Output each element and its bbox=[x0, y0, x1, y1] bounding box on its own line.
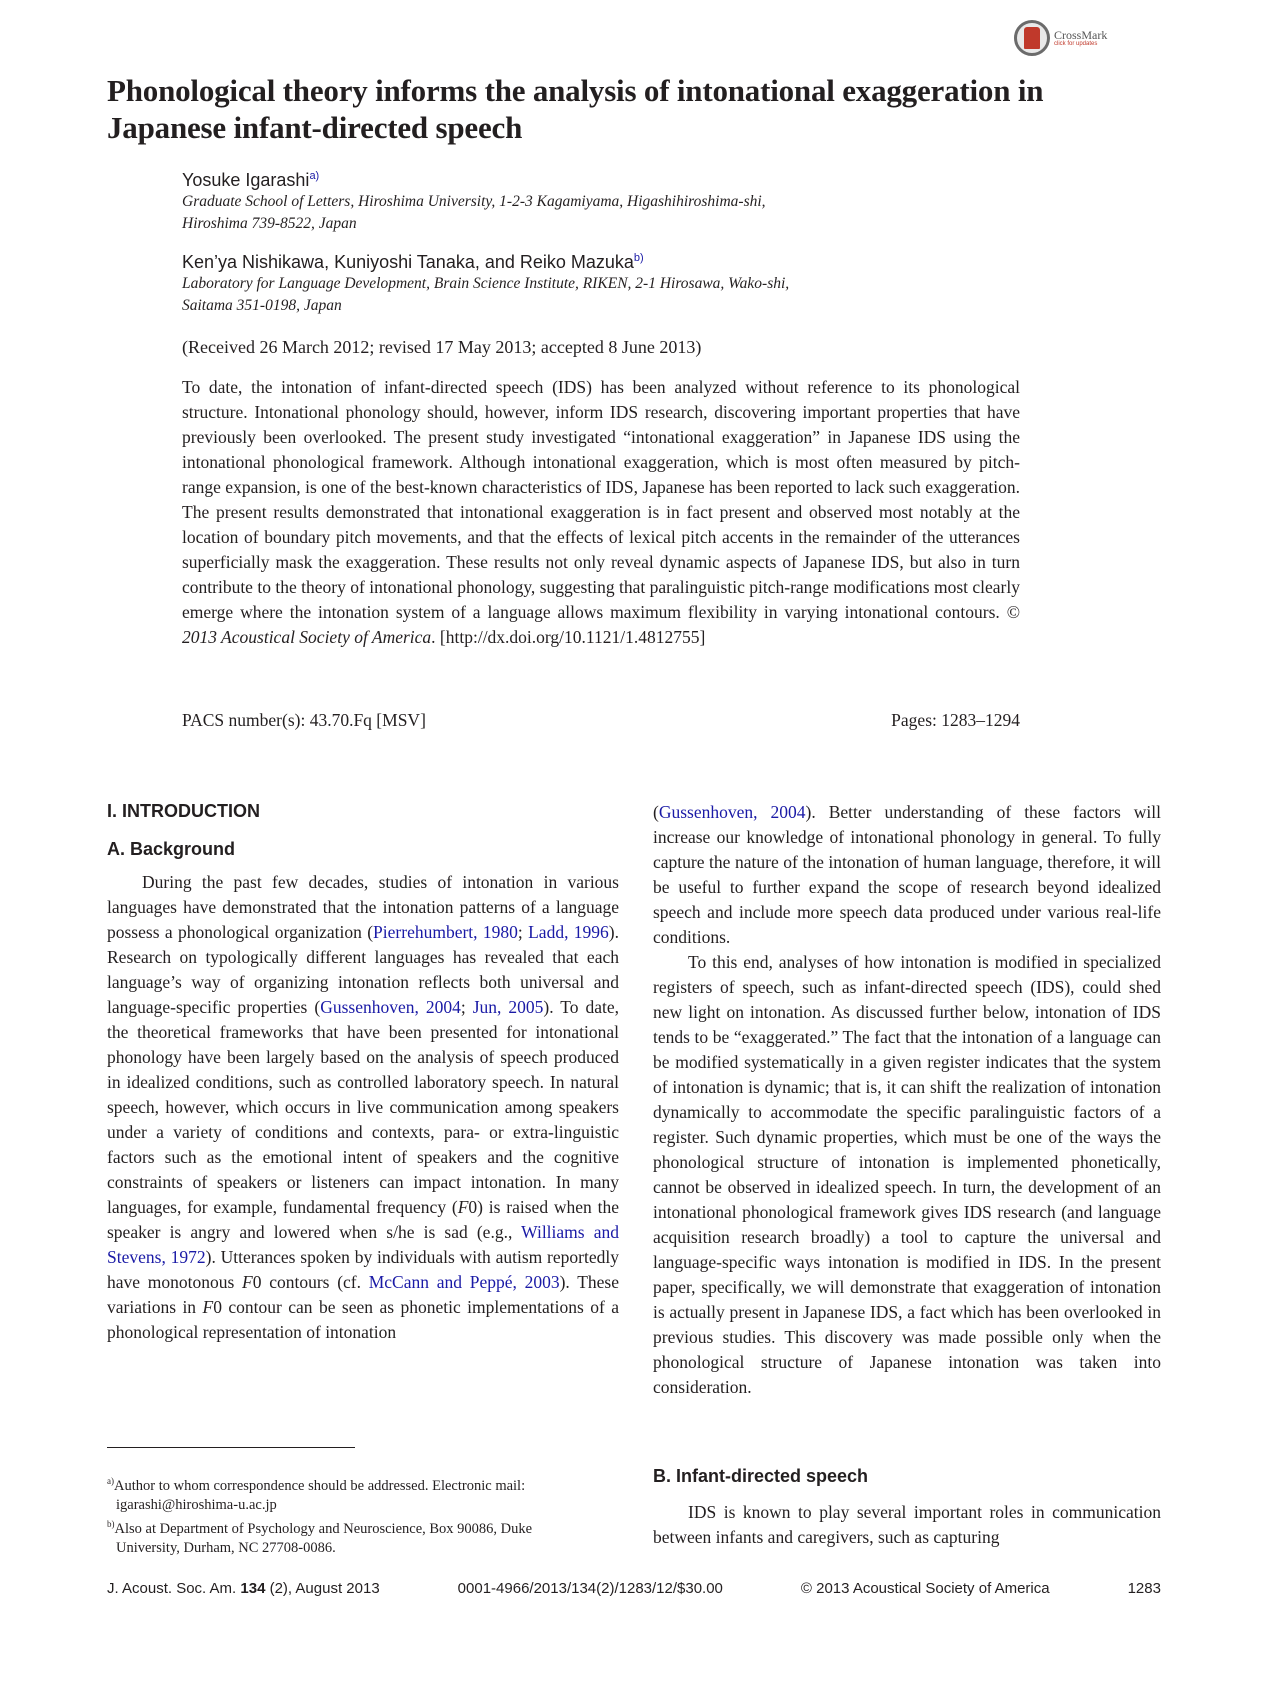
crossmark-sublabel: click for updates bbox=[1054, 41, 1098, 47]
abstract-copyright: 2013 Acoustical Society of America bbox=[182, 627, 432, 647]
author-email[interactable]: igarashi@hiroshima-u.ac.jp bbox=[116, 1496, 277, 1513]
citation-link[interactable]: Jun, 2005 bbox=[472, 997, 544, 1017]
section-heading-introduction: I. INTRODUCTION bbox=[107, 801, 260, 821]
footnotes bbox=[107, 1472, 615, 1558]
affiliation-2-line2: Saitama 351-0198, Japan bbox=[182, 297, 342, 314]
citation-link[interactable]: Williams and Stevens, 1972 bbox=[107, 1222, 619, 1267]
right-paragraph-2: To this end, analyses of how intonation is modified in specialized registers of speech, such as infant-directed speech (IDS), could shed new light on intonation. As discussed further below, intonation of IDS tends to be “exaggerated.” The fact that the intonation of a language can be modified systematically in a given register indicates that the system of intonation is dynamic; that is, it can shift the realization of intonation dynamically to accommodate the specific paralinguistic factors of a register. Such dynamic properties, which must be one of the ways the phonological structure of intonation is implemented phonetically, cannot be observed in idealized speech. In turn, the development of an intonational phonological framework gives IDS research (and language acquisition research broadly) a tool to capture the universal and language-specific ways intonation is modified in IDS. In the present paper, specifically, we will demonstrate that exaggeration of intonation is actually present in Japanese IDS, a fact which has been overlooked in previous studies. This discovery was made possible only when the phonological structure of Japanese intonation was taken into consideration. bbox=[653, 952, 1161, 1397]
citation-link[interactable]: Ladd, 1996 bbox=[528, 922, 609, 942]
pacs-row bbox=[182, 710, 1020, 731]
issn: 0001-4966/2013/134(2)/1283/12/$30.00 bbox=[457, 1580, 723, 1597]
author-names-1: Yosuke Igarashi$^{a)}$ bbox=[182, 170, 320, 190]
pacs-numbers: PACS number(s): 43.70.Fq [MSV] bbox=[182, 710, 426, 730]
footnote-divider bbox=[107, 1447, 355, 1448]
citation-link[interactable]: Pierrehumbert, 1980 bbox=[373, 922, 518, 942]
doi-link[interactable]: [http://dx.doi.org/10.1121/1.4812755] bbox=[439, 627, 706, 647]
subsection-heading-background: A. Background bbox=[107, 839, 236, 859]
journal-citation: J. Acoust. Soc. Am. 134 (2), August 2013 bbox=[107, 1580, 380, 1597]
page-number: 1283 bbox=[1127, 1580, 1161, 1597]
page-footer bbox=[107, 1580, 1161, 1597]
footnote-a: $^{a)}$Author to whom correspondence should be addressed. Electronic mail: igarashi@hiroshima-u.ac.jp bbox=[107, 1472, 615, 1515]
footnote-marker-b[interactable]: b) bbox=[633, 252, 644, 264]
footer-copyright: © 2013 Acoustical Society of America bbox=[800, 1580, 1050, 1597]
received-dates: (Received 26 March 2012; revised 17 May 2013; accepted 8 June 2013) bbox=[182, 337, 702, 357]
right-paragraph-1: (Gussenhoven, 2004). Better understanding of these factors will increase our knowledge of intonational phonology in general. To fully capture the nature of the intonation of human language, therefore, it will be useful to further expand the scope of research beyond idealized speech and include more speech data produced under various real-life conditions. bbox=[653, 802, 1161, 947]
footnote-marker-a[interactable]: a) bbox=[309, 170, 320, 182]
citation-link[interactable]: Gussenhoven, 2004 bbox=[658, 802, 806, 822]
citation-link[interactable]: McCann and Peppé, 2003 bbox=[368, 1272, 560, 1292]
crossmark-badge[interactable] bbox=[1014, 20, 1107, 56]
right-column bbox=[653, 800, 1161, 1400]
footnote-b: $^{b)}$Also at Department of Psychology and Neuroscience, Box 90086, Duke University, Durham, NC 27708-0086. bbox=[107, 1518, 533, 1556]
crossmark-icon bbox=[1014, 20, 1050, 56]
author-names-2: Ken’ya Nishikawa, Kuniyoshi Tanaka, and Reiko Mazuka$^{b)}$ bbox=[182, 252, 644, 272]
background-paragraph: During the past few decades, studies of intonation in various languages have demonstrated that the intonation patterns of a language possess a phonological organization (Pierrehumbert, 1980; Ladd, 1996). Research on typologically different languages has revealed that each language’s way of organizing intonation reflects both universal and language-specific properties (Gussenhoven, 2004; Jun, 2005). To date, the theoretical frameworks that have been presented for intonational phonology have been largely based on the analysis of speech produced in idealized conditions, such as controlled laboratory speech. In natural speech, however, which occurs in live communication among speakers under a variety of conditions and contexts, para- or extra-linguistic factors such as the emotional intent of speakers and the cognitive constraints of speakers or listeners can impact intonation. In many languages, for example, fundamental frequency (F0) is raised when the speaker is angry and lowered when s/he is sad (e.g., Williams and Stevens, 1972). Utterances spoken by individuals with autism reportedly have monotonous F0 contours (cf. McCann and Peppé, 2003). These variations in F0 contour can be seen as phonetic implementations of a phonological representation of intonation bbox=[107, 872, 619, 1342]
affiliation-2-line1: Laboratory for Language Development, Brain Science Institute, RIKEN, 2-1 Hirosawa, Wako-shi, bbox=[182, 275, 790, 292]
page-range: Pages: 1283–1294 bbox=[891, 710, 1020, 730]
affiliation-1-line2: Hiroshima 739-8522, Japan bbox=[182, 215, 357, 232]
left-column bbox=[107, 800, 619, 1345]
crossmark-label: CrossMark bbox=[1054, 28, 1108, 42]
ids-paragraph: IDS is known to play several important roles in communication between infants and caregivers, such as capturing bbox=[653, 1502, 1161, 1547]
subsection-heading-ids: B. Infant-directed speech bbox=[653, 1466, 869, 1486]
paper-title: Phonological theory informs the analysis of intonational exaggeration in Japanese infant-directed speech bbox=[107, 73, 1044, 145]
copyright-symbol: © bbox=[1006, 602, 1020, 622]
abstract: To date, the intonation of infant-directed speech (IDS) has been analyzed without reference to its phonological structure. Intonational phonology should, however, inform IDS research, discovering important properties that have previously been overlooked. The present study investigated “intonational exaggeration” in Japanese IDS using the intonational phonological framework. Although intonational exaggeration, which is most often measured by pitch-range expansion, is one of the best-known characteristics of IDS, Japanese has been reported to lack such exaggeration. The present results demonstrated that intonational exaggeration is in fact present and observed most notably at the location of boundary pitch movements, and that the effects of lexical pitch accents in the remainder of the utterances superficially mask the exaggeration. These results not only reveal dynamic aspects of Japanese IDS, but also in turn contribute to the theory of intonational phonology, suggesting that paralinguistic pitch-range modifications most clearly emerge where the intonation system of a language allows maximum flexibility in varying intonational contours. © 2013 Acoustical Society of America. [http://dx.doi.org/10.1121/1.4812755] bbox=[182, 377, 1020, 647]
citation-link[interactable]: Gussenhoven, 2004 bbox=[320, 997, 461, 1017]
affiliation-1-line1: Graduate School of Letters, Hiroshima University, 1-2-3 Kagamiyama, Higashihiroshima-shi, bbox=[182, 193, 766, 210]
author-block bbox=[182, 165, 962, 317]
